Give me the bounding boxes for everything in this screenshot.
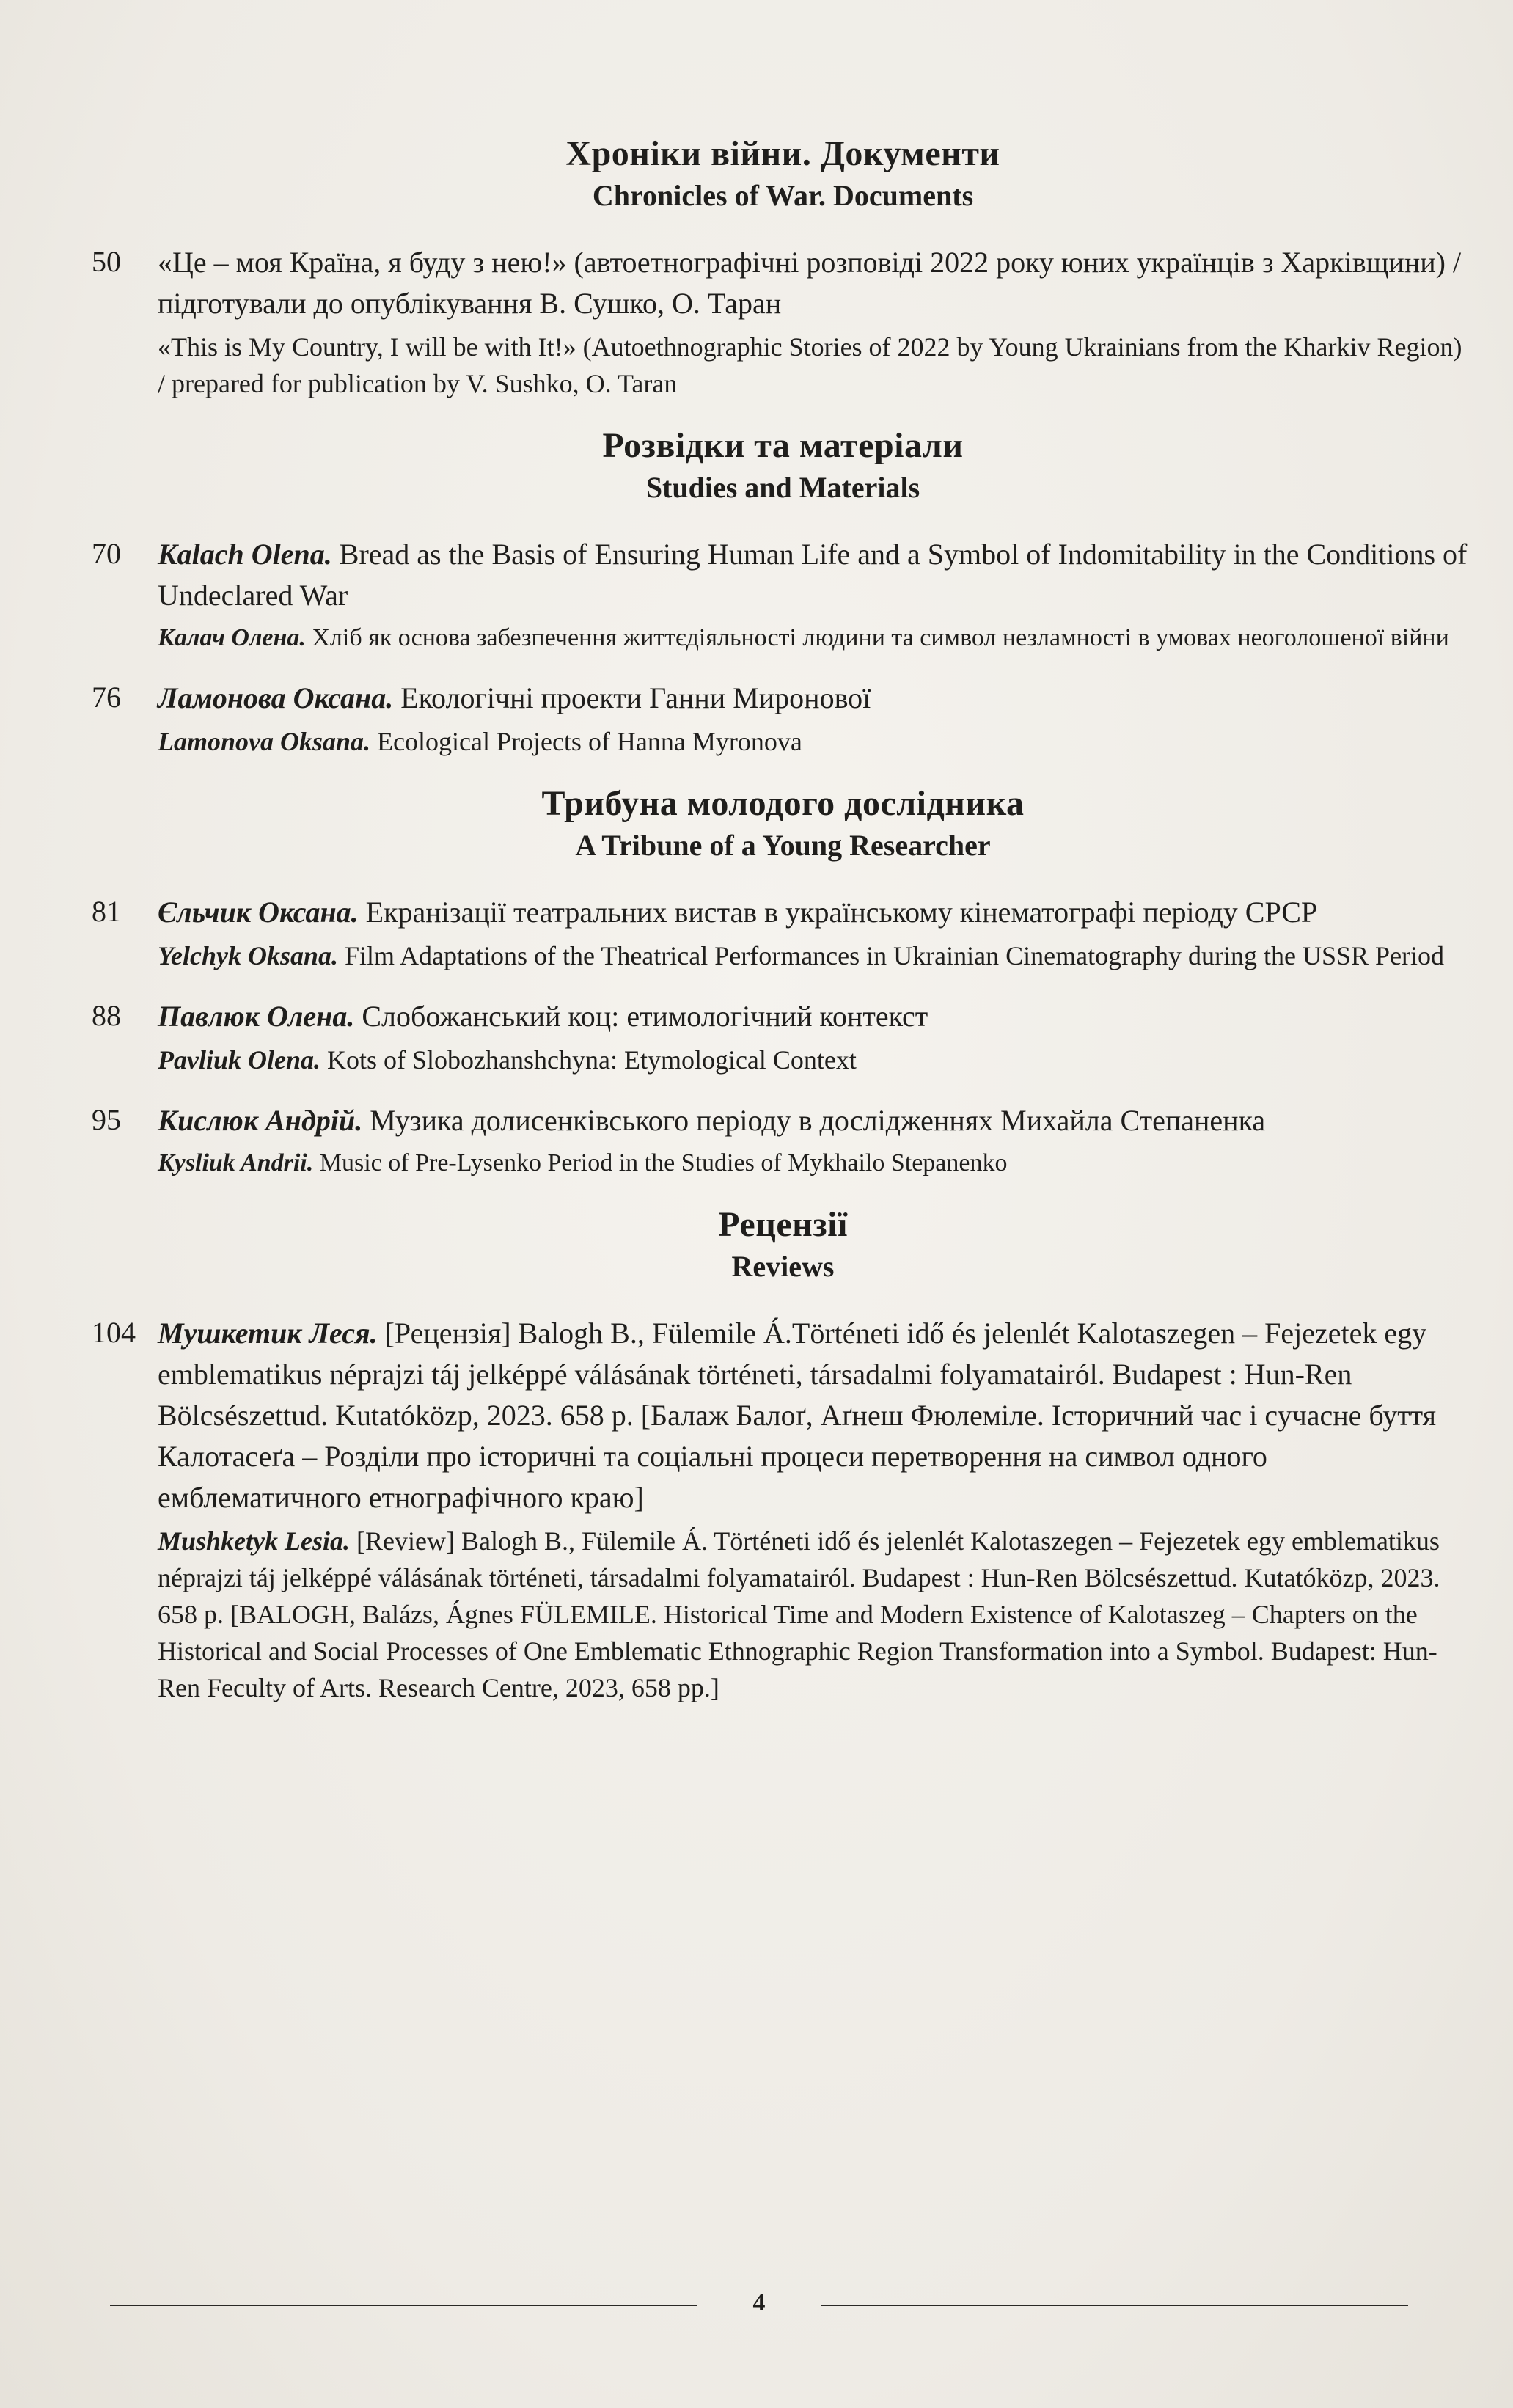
- entry-main: [158, 534, 1474, 616]
- section-studies: [92, 424, 1474, 760]
- entry-title-text: Bread as the Basis of Ensuring Human Life and a Symbol of Indomitability in the Conditions of Undeclared War: [158, 538, 1468, 612]
- page-number: 4: [752, 2289, 766, 2316]
- entry-title-ua: [158, 242, 1474, 324]
- section-chronicles: [92, 132, 1474, 402]
- entry-main: [158, 996, 1474, 1037]
- toc-entry: [92, 996, 1474, 1078]
- entry-page-number: 81: [92, 895, 121, 928]
- entry-author: Kysliuk Andrii.: [158, 1149, 314, 1176]
- entry-translation: [158, 723, 1474, 760]
- section-heading: [92, 424, 1474, 508]
- entry-translation: [158, 937, 1474, 974]
- entry-title-text: [Рецензія] Balogh B., Fülemile Á.Történeti idő és jelenlét Kalotaszegen – Fejezetek egy emblematikus néprajzi táj jelképpé válásának történeti, társadalmi folyamatairól. Budapest : Hun-Ren Bölcsészettud. Kutatóközp, 2023. 658 p. [Балаж Балоґ, Аґнеш Фюлеміле. Історичний час і сучасне буття Калотасеґа – Розділи про історичні та соціальні процеси перетворення на символ одного емблематичного етнографічного краю]: [158, 1317, 1437, 1514]
- entry-title-text: Film Adaptations of the Theatrical Performances in Ukrainian Cinematography during the USSR Period: [345, 941, 1445, 970]
- entry-title-text: Ecological Projects of Hanna Myronova: [377, 727, 802, 756]
- entry-title-text: Music of Pre-Lysenko Period in the Studies of Mykhailo Stepanenko: [319, 1149, 1008, 1176]
- entry-page-number: 50: [92, 245, 121, 278]
- entry-page-number: 88: [92, 999, 121, 1032]
- entry-page-number: 70: [92, 537, 121, 570]
- section-young-researcher: [92, 782, 1474, 1181]
- entry-main: [158, 1100, 1474, 1141]
- section-heading: [92, 132, 1474, 216]
- section-title-ua: Рецензії: [718, 1205, 848, 1244]
- section-title-ua: Розвідки та матеріали: [602, 426, 964, 465]
- page-footer: [110, 2281, 1408, 2325]
- entry-author: Кислюк Андрій.: [158, 1104, 363, 1137]
- section-heading: [92, 782, 1474, 866]
- entry-author: Ламонова Оксана.: [158, 681, 394, 714]
- toc-entry: [92, 534, 1474, 656]
- entry-title-text: Музика долисенківського періоду в дослідженнях Михайла Степаненка: [370, 1104, 1266, 1137]
- section-title-en: Reviews: [731, 1250, 835, 1283]
- entry-main: [158, 678, 1474, 719]
- toc-entry: [92, 242, 1474, 402]
- entry-page-number: 104: [92, 1316, 136, 1349]
- toc-entry: [92, 1313, 1474, 1706]
- entry-main: [158, 892, 1474, 933]
- entry-author: Yelchyk Oksana.: [158, 941, 338, 970]
- entry-author: Мушкетик Леся.: [158, 1317, 378, 1350]
- entry-author: Mushketyk Lesia.: [158, 1526, 351, 1556]
- entry-main: [158, 1313, 1474, 1518]
- section-title-en: Chronicles of War. Documents: [592, 179, 974, 212]
- section-reviews: [92, 1203, 1474, 1706]
- section-title-en: Studies and Materials: [645, 471, 920, 504]
- entry-title-text: «Це – моя Країна, я буду з нею!» (автоетнографічні розповіді 2022 року юних українців з Харківщини) / підготували до опублікування В. Сушко, О. Таран: [158, 246, 1462, 320]
- toc-entry: [92, 892, 1474, 974]
- entry-author: Kalach Olena.: [158, 538, 332, 571]
- entry-translation: [158, 621, 1474, 656]
- toc-entry: [92, 1100, 1474, 1181]
- entry-author: Калач Олена.: [158, 624, 306, 651]
- entry-title-text: Екологічні проекти Ганни Миронової: [400, 681, 871, 714]
- footer-rule-right: [821, 2305, 1408, 2306]
- section-heading: [92, 1203, 1474, 1287]
- entry-translation: [158, 1146, 1474, 1181]
- entry-author: Павлюк Олена.: [158, 1000, 355, 1033]
- table-of-contents: [92, 132, 1474, 1728]
- entry-page-number: 95: [92, 1103, 121, 1136]
- entry-title-text: [Review] Balogh B., Fülemile Á. Történeti idő és jelenlét Kalotaszegen – Fejezetek egy emblematikus néprajzi táj jelképpé válásának történeti, társadalmi folyamatairól. Budapest : Hun-Ren Bölcsészettud. Kutatóközp, 2023. 658 p. [BALOGH, Balázs, Ágnes FÜLEMILE. Historical Time and Modern Existence of Kalotaszeg – Chapters on the Historical and Social Processes of One Emblematic Ethnographic Region Transformation into a Symbol. Budapest: Hun-Ren Feculty of Arts. Research Centre, 2023, 658 pp.]: [158, 1526, 1440, 1702]
- section-title-ua: Трибуна молодого дослідника: [541, 784, 1025, 823]
- entry-title-en: [158, 329, 1474, 402]
- entry-page-number: 76: [92, 681, 121, 714]
- entry-translation: [158, 1042, 1474, 1078]
- entry-author: Pavliuk Olena.: [158, 1045, 320, 1075]
- entry-title-text: Екранізації театральних вистав в українському кінематографі періоду СРСР: [365, 896, 1318, 929]
- entry-title-text: Kots of Slobozhanshchyna: Etymological Context: [327, 1045, 857, 1075]
- entry-title-text: «This is My Country, I will be with It!» (Autoethnographic Stories of 2022 by Young Ukrainians from the Kharkiv Region) / prepared for publication by V. Sushko, O. Taran: [158, 332, 1462, 398]
- toc-entry: [92, 678, 1474, 760]
- section-title-ua: Хроніки війни. Документи: [565, 134, 1000, 173]
- entry-author: Lamonova Oksana.: [158, 727, 371, 756]
- section-title-en: A Tribune of a Young Researcher: [575, 829, 991, 862]
- entry-title-text: Слобожанський коц: етимологічний контекст: [362, 1000, 928, 1033]
- entry-title-text: Хліб як основа забезпечення життєдіяльності людини та символ незламності в умовах неоголошеної війни: [312, 624, 1449, 651]
- entry-translation: [158, 1523, 1474, 1706]
- entry-author: Єльчик Оксана.: [158, 896, 359, 929]
